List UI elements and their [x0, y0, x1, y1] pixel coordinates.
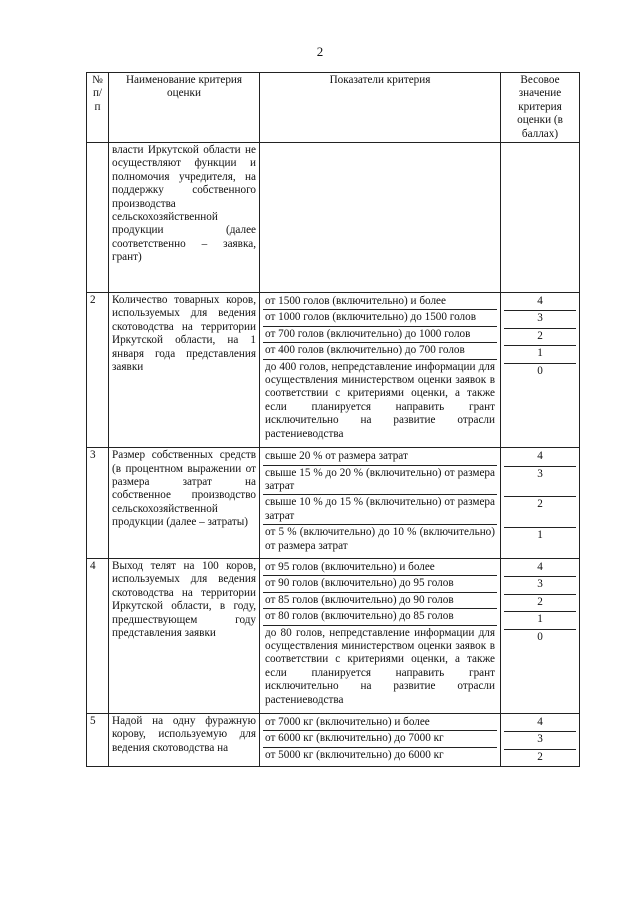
- page-number: 2: [316, 44, 324, 59]
- indicator-weight: 0: [537, 364, 543, 377]
- indicator-weight: 1: [537, 529, 543, 542]
- indicator-text: от 700 голов (включительно) до 1000 голов: [263, 327, 497, 343]
- header-num: № п/п: [87, 73, 109, 143]
- criterion-weights: [501, 714, 580, 767]
- criterion-weights: [501, 558, 580, 713]
- header-name: Наименование критерия оценки: [109, 73, 260, 143]
- criterion-row: [87, 558, 580, 713]
- criterion-indicators: [260, 448, 501, 559]
- indicator-weight: 0: [537, 630, 543, 643]
- indicator-text: свыше 20 % от размера затрат: [263, 449, 497, 465]
- indicator-weight: 1: [504, 612, 576, 629]
- indicator-text: от 5 % (включительно) до 10 % (включительно) от размера затрат: [265, 526, 495, 552]
- indicator-weight: 4: [504, 715, 576, 732]
- continuation-name: власти Иркутской области не осуществляют функции и полномочия учредителя, на поддержку собственного производства сельскохозяйственной продукции (далее соответственно – заявка, грант): [109, 143, 260, 293]
- indicator-text: от 6000 кг (включительно) до 7000 кг: [263, 731, 497, 747]
- criterion-name: Надой на одну фуражную корову, используемую для ведения скотоводства на: [109, 714, 260, 767]
- indicator-weight: 1: [504, 346, 576, 363]
- table-header-row: [87, 73, 580, 143]
- criterion-weights: [501, 448, 580, 559]
- indicator-weight: 2: [537, 750, 543, 763]
- indicator-weight: 3: [504, 577, 576, 594]
- criterion-row: [87, 293, 580, 448]
- criterion-name: Количество товарных коров, используемых для ведения скотоводства на территории Иркутской области, на 1 января года представления заявки: [109, 293, 260, 448]
- indicator-text: от 7000 кг (включительно) и более: [263, 715, 497, 731]
- indicator-weight: 4: [504, 560, 576, 577]
- indicator-text: свыше 15 % до 20 % (включительно) от размера затрат: [263, 466, 497, 496]
- criterion-row: [87, 714, 580, 767]
- indicator-weight: 3: [504, 467, 576, 498]
- header-indicators: Показатели критерия: [260, 73, 501, 143]
- indicator-text: до 400 голов, непредставление информации для осуществления министерством оценки заявок в соответствии с критериями оценки, а также если планируется направить грант исключительно на развитие отрасли растениеводства: [265, 360, 495, 440]
- criterion-indicators: [260, 714, 501, 767]
- indicator-weight: 3: [504, 311, 576, 328]
- indicator-weight: 4: [504, 294, 576, 311]
- indicator-weight: 4: [504, 449, 576, 466]
- indicator-text: от 5000 кг (включительно) до 6000 кг: [265, 748, 444, 761]
- indicator-weight: 3: [504, 732, 576, 749]
- indicator-text: от 1000 голов (включительно) до 1500 голов: [263, 310, 497, 326]
- indicator-weight: 2: [504, 497, 576, 528]
- criterion-weights: [501, 293, 580, 448]
- indicator-text: свыше 10 % до 15 % (включительно) от размера затрат: [263, 495, 497, 525]
- criterion-number: 5: [87, 714, 109, 767]
- indicator-weight: 2: [504, 329, 576, 346]
- criterion-name: Размер собственных средств (в процентном выражении от размера затрат на собственное производство сельскохозяйственной продукции (далее – затраты): [109, 448, 260, 559]
- criterion-number: 3: [87, 448, 109, 559]
- criterion-number: 2: [87, 293, 109, 448]
- indicator-text: от 90 голов (включительно) до 95 голов: [263, 576, 497, 592]
- indicator-weight: 2: [504, 595, 576, 612]
- header-weight: Весовое значение критерия оценки (в баллах): [501, 73, 580, 143]
- indicator-text: от 95 голов (включительно) и более: [263, 560, 497, 576]
- criterion-name: Выход телят на 100 коров, используемых для ведения скотоводства на территории Иркутской области, в году, предшествующем году представления заявки: [109, 558, 260, 713]
- indicator-text: от 1500 голов (включительно) и более: [263, 294, 497, 310]
- indicator-text: от 80 голов (включительно) до 85 голов: [263, 609, 497, 625]
- continuation-row: [87, 143, 580, 293]
- criterion-row: [87, 448, 580, 559]
- criteria-table: [86, 72, 580, 767]
- indicator-text: до 80 голов, непредставление информации для осуществления министерством оценки заявок в соответствии с критериями оценки, а также если планируется направить грант исключительно на развитие отрасли растениеводства: [265, 626, 495, 706]
- indicator-text: от 400 голов (включительно) до 700 голов: [263, 343, 497, 359]
- indicator-text: от 85 голов (включительно) до 90 голов: [263, 593, 497, 609]
- criterion-indicators: [260, 293, 501, 448]
- criterion-indicators: [260, 558, 501, 713]
- criterion-number: 4: [87, 558, 109, 713]
